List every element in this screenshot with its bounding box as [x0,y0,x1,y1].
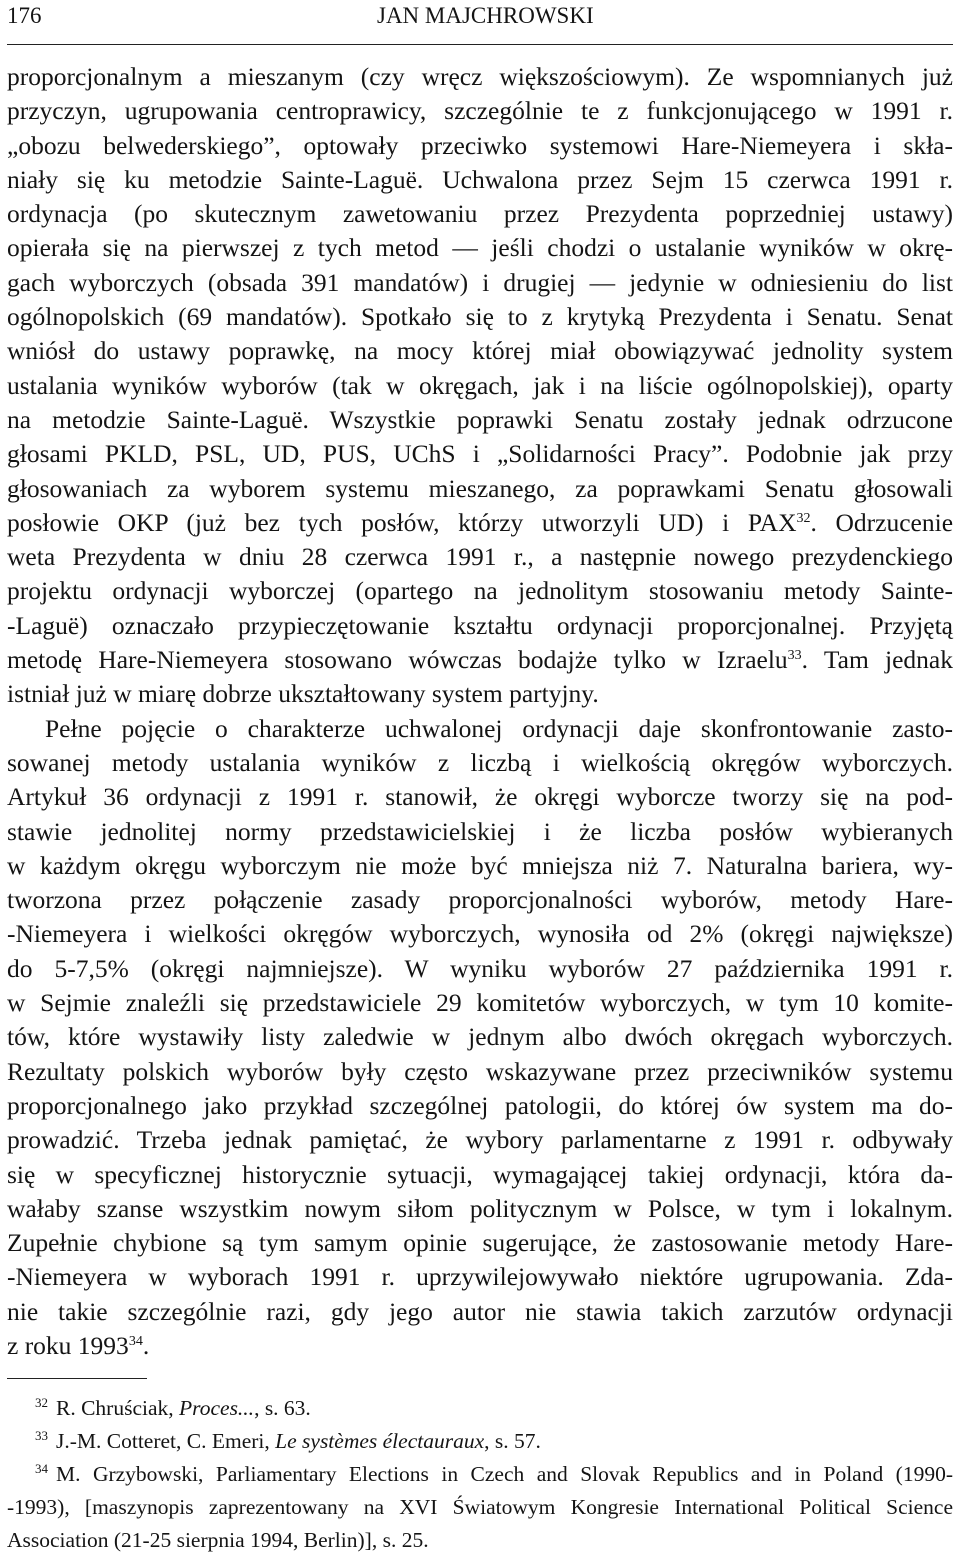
text-line: głosowaniach za wyborem systemu mieszanego, za poprawkami Senatu głosowali [7,473,953,503]
body-text [7,60,953,1363]
text-line: ogólnopolskich (69 mandatów). Spotkało się to z krytyką Prezydenta i Senatu. Senat [7,302,953,332]
text-line: tów, które wystawiły listy zaledwie w jednym albo dwóch okręgach wyborczych. [7,1022,953,1052]
paragraph-start-line: Pełne pojęcie o charakterze uchwalonej ordynacji daje skonfrontowanie zasto- [45,713,953,743]
text-line: istniał już w miarę dobrze ukształtowany system partyjny. [7,679,599,709]
page-number: 176 [7,3,42,28]
text-line: głosami PKLD, PSL, UD, PUS, UChS i „Solidarności Pracy”. Podobnie jak przy [7,439,953,469]
text-line: opierała się na pierwszej z tych metod — jeśli chodzi o ustalanie wyników w okrę- [7,233,953,263]
footnote-number: 32 [35,1395,48,1410]
text-line: proporcjonalnym a mieszanym (czy wręcz większościowym). Ze wspomnianych już [7,62,953,91]
text-line: Rezultaty polskich wyborów były często wskazywane przez przeciwników systemu [7,1056,953,1086]
text-line: -Niemeyera i wielkości okręgów wyborczych, wynosiła od 2% (okręgi największe) [7,919,953,949]
footnote-33: $^{33}$ J.-M. Cotteret, C. Emeri, Le systèmes électauraux, s. 57. [35,1428,541,1453]
text-line: prowadzić. Trzeba jednak pamiętać, że wybory parlamentarne z 1991 r. odbywały [7,1125,953,1155]
text-line: w Sejmie znaleźli się przedstawiciele 29 komitetów wyborczych, w tym 10 komite- [7,988,953,1018]
footnote-32: $^{32}$ R. Chruściak, Proces..., s. 63. [35,1395,311,1420]
text-line: sowanej metody ustalania wyników z liczbą i wielkością okręgów wyborczych. [7,747,953,777]
text-line: do 5-7,5% (okręgi najmniejsze). W wyniku wyborów 27 października 1991 r. [7,953,953,983]
text-line: na metodzie Sainte-Laguë. Wszystkie poprawki Senatu zostały jednak odrzucone [7,404,953,434]
footnote-number: 33 [35,1428,48,1443]
footnote-ref[interactable]: 34 [128,1333,143,1349]
text-line: „obozu belwederskiego”, optowały przeciwko systemowi Hare-Niemeyera i skła- [7,130,953,160]
text-line: tworzona przez połączenie zasady proporcjonalności wyborów, metody Hare- [7,885,953,915]
text-line: stawie jednolitej normy przedstawicielskiej i że liczba posłów wybieranych [7,816,953,846]
footnotes [7,1392,953,1557]
footnote-ref[interactable]: 33 [787,648,802,664]
running-head: JAN MAJCHROWSKI [377,3,594,28]
text-line: się w specyficznej historycznie sytuacji, wymagającej takiej ordynacji, która da- [7,1159,953,1189]
text-line: w każdym okręgu wyborczym nie może być mniejsza niż 7. Naturalna bariera, wy- [7,850,953,880]
text-line: nie takie szczególnie razi, gdy jego autor nie stawia takich zarzutów ordynacji [7,1296,953,1326]
text-line: weta Prezydenta w dniu 28 czerwca 1991 r., a następnie nowego prezydenckiego [7,542,953,572]
text-line: metodę Hare-Niemeyera stosowano wówczas bodajże tylko w Izraelu$^{33}$. Tam jednak [7,645,953,675]
footnote-34-cont: -1993), [maszynopis zaprezentowany na XVI Światowym Kongresie International Political Science [7,1495,953,1519]
text-line: ustalania wyników wyborów (tak w okręgach, jak i na liście ogólnopolskiej), oparty [7,370,953,400]
text-line: proporcjonalnego jako przykład szczególnej patologii, do której ów system ma do- [7,1090,953,1120]
text-line: Zupełnie chybione są tym samym opinie sugerujące, że zastosowanie metody Hare- [7,1228,953,1258]
footnote-34-cont: Association (21-25 sierpnia 1994, Berlin)], s. 25. [7,1528,429,1552]
text-line: ordynacja (po skutecznym zawetowaniu przez Prezydenta poprzedniej ustawy) [7,199,953,229]
text-line: -Laguë) oznaczało przypieczętowanie kształtu ordynacji proporcjonalnej. Przyjętą [7,610,953,640]
footnote-34: $^{34}$ M. Grzybowski, Parliamentary Elections in Czech and Slovak Republics and in Poland (1990- [35,1461,953,1486]
text-line: -Niemeyera w wyborach 1991 r. uprzywilejowywało niektóre ugrupowania. Zda- [7,1262,953,1292]
text-line: z roku 1993$^{34}$. [7,1330,150,1360]
text-line: posłowie OKP (już bez tych posłów, którzy utworzyli UD) i PAX$^{32}$. Odrzucenie [7,507,954,537]
text-line: przyczyn, ugrupowania centroprawicy, szczególnie te z funkcjonującego w 1991 r. [7,96,953,126]
text-line: gach wyborczych (obsada 391 mandatów) i drugiej — jedynie w odniesieniu do list [7,267,953,297]
text-line: niały się ku metodzie Sainte-Laguë. Uchwalona przez Sejm 15 czerwca 1991 r. [7,164,953,194]
page-header [7,0,953,45]
footnote-ref[interactable]: 32 [796,510,811,526]
text-line: wniósł do ustawy poprawkę, na mocy której miał obowiązywać jednolity system [7,336,953,366]
text-line: projektu ordynacji wyborczej (opartego na jednolitym stosowaniu metody Sainte- [7,576,953,606]
footnote-number: 34 [35,1461,48,1476]
text-line: wałaby szanse wszystkim nowym siłom politycznym w Polsce, w tym i lokalnym. [7,1193,953,1223]
footnote-separator [7,1378,147,1379]
text-line: Artykuł 36 ordynacji z 1991 r. stanowił, że okręgi wyborcze tworzy się na pod- [7,782,953,812]
